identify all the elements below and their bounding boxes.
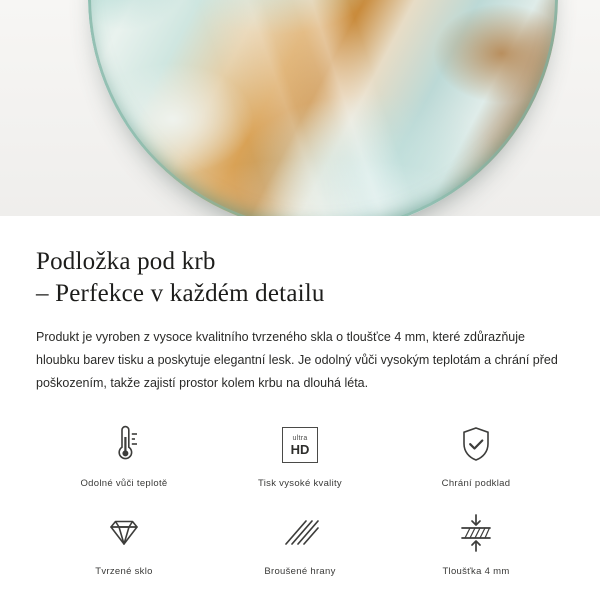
feature-item-print-quality [212,421,388,489]
feature-item-polished-edges [212,509,388,577]
feature-item-temperature [36,421,212,489]
polished-edges-icon [280,509,320,557]
thickness-arrows-icon [454,509,498,557]
feature-label: Broušené hrany [264,566,336,577]
diamond-icon [103,509,145,557]
feature-label: Tloušťka 4 mm [442,566,510,577]
feature-label: Tisk vysoké kvality [257,478,342,489]
ultra-hd-badge-bottom: HD [290,441,310,457]
shield-check-icon [457,421,495,469]
product-description-text: Produkt je vyroben z vysoce kvalitního tvrzeného skla o tloušťce 4 mm, které zdůrazňuje hloubku barev tisku a poskytuje elegantní lesk. Je odolný vůči vysokým teplotám a chrání před poškozením, takže zajistí prostor kolem krbu na dlouhá léta. [36,330,558,390]
thermometer-icon [104,421,144,469]
page-title [36,246,564,310]
headline-line-2: – Perfekce v každém detailu [36,280,325,307]
feature-item-tempered-glass [36,509,212,577]
ultra-hd-icon [282,421,318,469]
feature-label: Chrání podklad [441,478,511,489]
feature-label: Tvrzené sklo [95,566,153,577]
feature-label: Odolné vůči teplotě [80,478,168,489]
feature-grid [36,421,564,577]
feature-item-thickness [388,509,564,577]
ultra-hd-badge-top: ultra [292,434,308,442]
headline-line-1: Podložka pod krb [36,248,216,275]
hero-image [0,0,600,216]
content-section [0,216,600,577]
feature-item-surface-protection [388,421,564,489]
glass-plate-product-image [88,0,558,216]
